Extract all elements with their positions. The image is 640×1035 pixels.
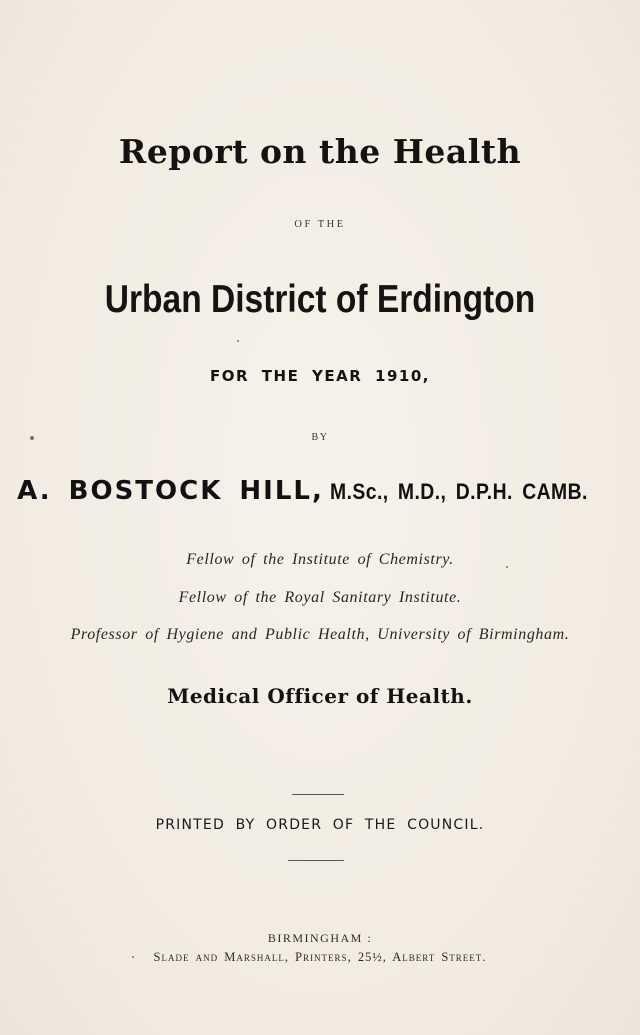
divider-rule-top [292,794,344,795]
credential-chemistry: Fellow of the Institute of Chemistry. [186,551,454,568]
report-title: Report on the Health [118,132,522,171]
paper-speck [30,436,34,440]
divider-rule-bottom [288,860,344,861]
imprint-city: BIRMINGHAM : [267,931,373,945]
district-heading: Urban District of Erdington [104,278,536,321]
by-text: BY [311,432,329,443]
author-name: A. BOSTOCK HILL, [17,476,324,506]
credential-professor: Professor of Hygiene and Public Health, University of Birmingham. [70,626,570,643]
author-degrees: M.Sc., M.D., D.P.H. CAMB. [329,479,588,504]
paper-speck [237,340,239,342]
printed-by-line: PRINTED BY ORDER OF THE COUNCIL. [155,817,485,833]
of-the-text: OF THE [294,219,346,230]
paper-speck [132,956,134,958]
year-line: FOR THE YEAR 1910, [210,367,430,385]
imprint-printers: Slade and Marshall, Printers, 25½, Albert Street. [153,950,487,964]
office-title: Medical Officer of Health. [167,684,473,708]
paper-speck [506,566,508,568]
credential-sanitary: Fellow of the Royal Sanitary Institute. [178,589,462,606]
author-line [0,476,640,506]
